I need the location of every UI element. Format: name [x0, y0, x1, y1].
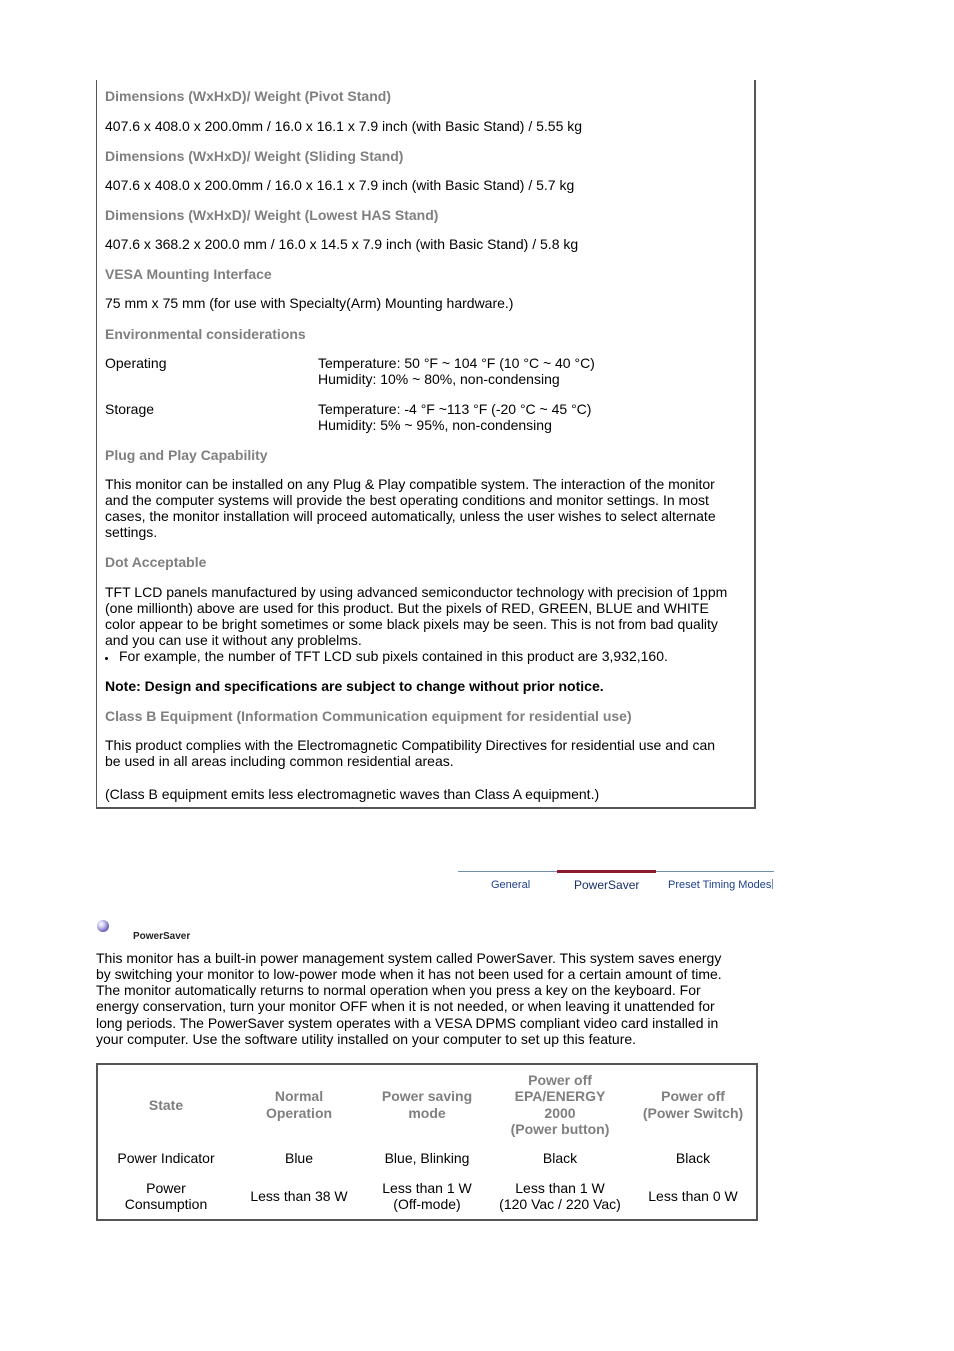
section-tabs — [458, 869, 774, 895]
powersaver-line: This monitor has a built-in power management system called PowerSaver. This system saves energy — [96, 950, 722, 966]
dim-lowest-heading: Dimensions (WxHxD)/ Weight (Lowest HAS Stand) — [105, 207, 439, 223]
pnp-line: and the computer systems will provide the best operating conditions and monitor settings. In most — [105, 492, 709, 508]
powersaver-line: by switching your monitor to low-power mode when it has not been used for a certain amount of time. — [96, 966, 722, 982]
pnp-line: This monitor can be installed on any Plug & Play compatible system. The interaction of the monitor — [105, 476, 715, 492]
tab-preset-timing-modes[interactable]: Preset Timing Modes — [668, 879, 772, 891]
header-line: State — [148, 1097, 184, 1113]
table-header-power-off-switch — [628, 1088, 758, 1121]
table-header-power-off-epa — [490, 1072, 630, 1137]
header-line: Power off — [661, 1088, 725, 1104]
dot-line: TFT LCD panels manufactured by using advanced semiconductor technology with precision of 1ppm — [105, 584, 728, 600]
dot-heading: Dot Acceptable — [105, 554, 207, 570]
vesa-heading: VESA Mounting Interface — [105, 266, 272, 282]
cell-line: Less than 1 W — [382, 1180, 472, 1196]
dim-sliding-value: 407.6 x 408.0 x 200.0mm / 16.0 x 16.1 x 7.9 inch (with Basic Stand) / 5.7 kg — [105, 177, 575, 193]
tab-divider-line — [458, 871, 557, 872]
section-bullet-icon — [97, 920, 109, 932]
dot-line: and you can use it without any problelms. — [105, 632, 362, 648]
cell-line: Power — [146, 1180, 186, 1196]
header-line: Operation — [265, 1105, 333, 1121]
env-heading: Environmental considerations — [105, 326, 306, 342]
powersaver-line: energy conservation, turn your monitor OFF when it is not needed, or when leaving it unattended for — [96, 998, 715, 1014]
dot-line: color appear to be bright sometimes or some black pixels may be seen. This is not from bad quality — [105, 616, 718, 632]
pnp-line: settings. — [105, 524, 158, 540]
classb-note: (Class B equipment emits less electromagnetic waves than Class A equipment.) — [105, 786, 600, 802]
table-cell — [490, 1180, 630, 1212]
table-header-normal — [239, 1088, 359, 1121]
dim-sliding-heading: Dimensions (WxHxD)/ Weight (Sliding Stand) — [105, 148, 404, 164]
classb-line: be used in all areas including common residential areas. — [105, 753, 454, 769]
header-line: (Power Switch) — [642, 1105, 744, 1121]
storage-humidity: Humidity: 5% ~ 95%, non-condensing — [318, 417, 552, 433]
cell-line: Less than 1 W — [515, 1180, 605, 1196]
table-cell: Power Indicator — [117, 1150, 215, 1166]
header-line: 2000 — [544, 1105, 576, 1121]
pnp-heading: Plug and Play Capability — [105, 447, 268, 463]
table-cell — [362, 1180, 492, 1212]
powersaver-section-label: PowerSaver — [133, 931, 191, 942]
bullet-icon — [105, 657, 108, 660]
cell-line: (120 Vac / 220 Vac) — [499, 1196, 621, 1212]
header-line: EPA/ENERGY — [514, 1088, 606, 1104]
dim-pivot-heading: Dimensions (WxHxD)/ Weight (Pivot Stand) — [105, 88, 391, 104]
dot-line: (one millionth) above are used for this product. But the pixels of RED, GREEN, BLUE and WHITE — [105, 600, 709, 616]
cell-line: Consumption — [124, 1196, 208, 1212]
powersaver-line: long periods. The PowerSaver system operates with a VESA DPMS compliant video card installed in — [96, 1015, 719, 1031]
dim-lowest-value: 407.6 x 368.2 x 200.0 mm / 16.0 x 14.5 x 7.9 inch (with Basic Stand) / 5.8 kg — [105, 236, 579, 252]
header-line: (Power button) — [510, 1121, 610, 1137]
classb-heading: Class B Equipment (Information Communication equipment for residential use) — [105, 708, 632, 724]
tab-powersaver[interactable]: PowerSaver — [574, 878, 640, 892]
header-line: Power off — [528, 1072, 592, 1088]
dot-bullet-text: For example, the number of TFT LCD sub pixels contained in this product are 3,932,160. — [119, 648, 668, 664]
table-cell: Less than 0 W — [648, 1188, 738, 1204]
powersaver-line: your computer. Use the software utility installed on your computer to set up this feature. — [96, 1031, 637, 1047]
storage-label: Storage — [105, 401, 155, 417]
tab-divider-line — [656, 871, 774, 872]
tab-active-indicator — [557, 870, 656, 873]
table-cell: Blue, Blinking — [384, 1150, 470, 1166]
table-header-power-saving — [362, 1088, 492, 1121]
pnp-line: cases, the monitor installation will proceed automatically, unless the user wishes to select alternate — [105, 508, 716, 524]
operating-label: Operating — [105, 355, 167, 371]
operating-temperature: Temperature: 50 °F ~ 104 °F (10 °C ~ 40 °C) — [318, 355, 595, 371]
table-cell — [106, 1180, 226, 1212]
dim-pivot-value: 407.6 x 408.0 x 200.0mm / 16.0 x 16.1 x 7.9 inch (with Basic Stand) / 5.55 kg — [105, 118, 583, 134]
vesa-value: 75 mm x 75 mm (for use with Specialty(Arm) Mounting hardware.) — [105, 295, 514, 311]
table-cell: Black — [675, 1150, 711, 1166]
cell-line: (Off-mode) — [393, 1196, 461, 1212]
table-cell: Less than 38 W — [250, 1188, 348, 1204]
table-header-state — [106, 1097, 226, 1113]
header-line: mode — [408, 1105, 446, 1121]
powersaver-line: The monitor automatically returns to normal operation when you press a key on the keyboard. For — [96, 982, 701, 998]
table-cell: Blue — [284, 1150, 314, 1166]
operating-humidity: Humidity: 10% ~ 80%, non-condensing — [318, 371, 560, 387]
tab-separator — [772, 879, 773, 889]
storage-temperature: Temperature: -4 °F ~113 °F (-20 °C ~ 45 °C) — [318, 401, 592, 417]
note-text: Note: Design and specifications are subject to change without prior notice. — [105, 678, 604, 694]
header-line: Power saving — [381, 1088, 473, 1104]
tab-general[interactable]: General — [491, 879, 531, 891]
classb-line: This product complies with the Electromagnetic Compatibility Directives for residential use and can — [105, 737, 716, 753]
header-line: Normal — [274, 1088, 324, 1104]
table-cell: Black — [542, 1150, 578, 1166]
